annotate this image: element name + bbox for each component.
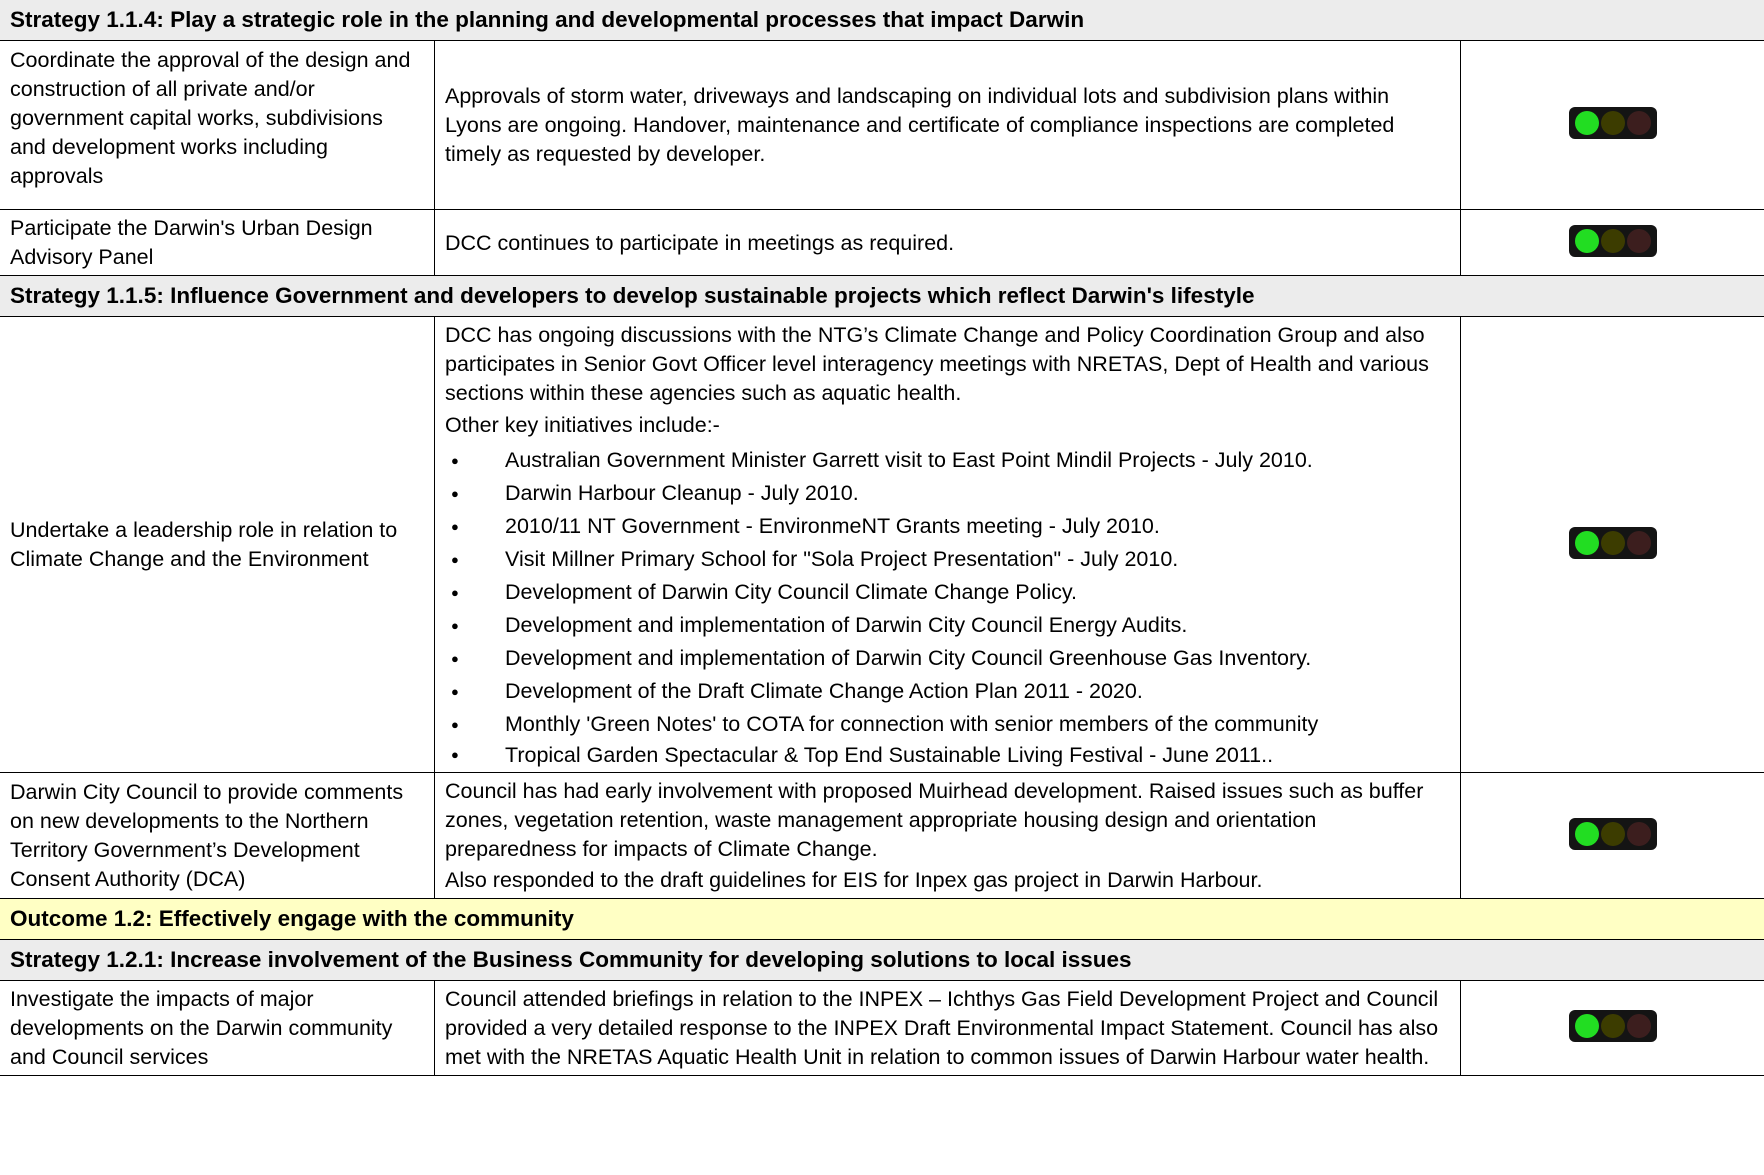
status-cell: DCC continues to participate in meetings as required. <box>435 210 1461 276</box>
traffic-light-icon <box>1569 225 1657 257</box>
traffic-light-cell <box>1461 773 1764 899</box>
traffic-light-cell <box>1461 317 1764 773</box>
traffic-light-cell <box>1461 210 1764 276</box>
traffic-light-icon <box>1569 107 1657 139</box>
status-paragraph: Council has had early involvement with proposed Muirhead development. Raised issues such as buffer zones, vegetation retention, waste management appropriate housing design and orientation preparedness for impacts of Climate Change. <box>445 779 1424 861</box>
list-item: ● Monthly 'Green Notes' to COTA for connection with senior members of the community <box>445 708 1450 741</box>
traffic-light-icon <box>1569 527 1657 559</box>
table-row <box>0 210 1764 276</box>
table-row <box>0 981 1764 1076</box>
list-item: ● Development and implementation of Darwin City Council Energy Audits. <box>445 609 1450 642</box>
traffic-light-cell <box>1461 981 1764 1076</box>
table-row <box>0 41 1764 210</box>
list-item: ● Tropical Garden Spectacular & Top End Sustainable Living Festival - June 2011.. <box>445 741 1450 769</box>
list-item: ● Development and implementation of Darwin City Council Greenhouse Gas Inventory. <box>445 642 1450 675</box>
traffic-light-cell <box>1461 41 1764 210</box>
strategy-heading: Strategy 1.1.5: Influence Government and developers to develop sustainable projects which reflect Darwin's lifestyle <box>0 276 1764 317</box>
status-cell <box>435 317 1461 773</box>
list-item: ● 2010/11 NT Government - EnvironmeNT Grants meeting - July 2010. <box>445 510 1450 543</box>
list-item: ● Development of Darwin City Council Climate Change Policy. <box>445 576 1450 609</box>
strategy-header-row <box>0 0 1764 41</box>
status-paragraph: Other key initiatives include:- <box>445 413 720 437</box>
action-cell: Darwin City Council to provide comments on new developments to the Northern Territory Government’s Development Consent Authority (DCA) <box>0 773 435 899</box>
list-item: ● Darwin Harbour Cleanup - July 2010. <box>445 477 1450 510</box>
action-cell: Undertake a leadership role in relation to Climate Change and the Environment <box>0 317 435 773</box>
strategy-header-row <box>0 940 1764 981</box>
strategy-heading: Strategy 1.2.1: Increase involvement of the Business Community for developing solutions to local issues <box>0 940 1764 981</box>
action-cell: Participate the Darwin's Urban Design Advisory Panel <box>0 210 435 276</box>
status-cell <box>435 773 1461 899</box>
initiatives-list <box>445 444 1450 769</box>
strategy-heading: Strategy 1.1.4: Play a strategic role in the planning and developmental processes that impact Darwin <box>0 0 1764 41</box>
action-cell: Coordinate the approval of the design and construction of all private and/or government capital works, subdivisions and development works including approvals <box>0 41 435 210</box>
outcome-header-row <box>0 899 1764 940</box>
list-item: ● Development of the Draft Climate Change Action Plan 2011 - 2020. <box>445 675 1450 708</box>
action-cell: Investigate the impacts of major developments on the Darwin community and Council services <box>0 981 435 1076</box>
status-paragraph: DCC has ongoing discussions with the NTG’s Climate Change and Policy Coordination Group and also participates in Senior Govt Officer level interagency meetings with NRETAS, Dept of Health and various sections within these agencies such as aquatic health. <box>445 323 1429 405</box>
table-row <box>0 317 1764 773</box>
list-item: ● Visit Millner Primary School for "Sola Project Presentation" - July 2010. <box>445 543 1450 576</box>
list-item: ● Australian Government Minister Garrett visit to East Point Mindil Projects - July 2010. <box>445 444 1450 477</box>
strategy-header-row <box>0 276 1764 317</box>
status-cell: Approvals of storm water, driveways and landscaping on individual lots and subdivision plans within Lyons are ongoing. Handover, maintenance and certificate of compliance inspections are completed timely as requested by developer. <box>435 41 1461 210</box>
outcome-heading: Outcome 1.2: Effectively engage with the community <box>0 899 1764 940</box>
table-row <box>0 773 1764 899</box>
traffic-light-icon <box>1569 818 1657 850</box>
status-paragraph: Also responded to the draft guidelines for EIS for Inpex gas project in Darwin Harbour. <box>445 868 1263 892</box>
status-cell: Council attended briefings in relation to the INPEX – Ichthys Gas Field Development Project and Council provided a very detailed response to the INPEX Draft Environmental Impact Statement. Council has also met with the NRETAS Aquatic Health Unit in relation to common issues of Darwin Harbour water health. <box>435 981 1461 1076</box>
traffic-light-icon <box>1569 1010 1657 1042</box>
